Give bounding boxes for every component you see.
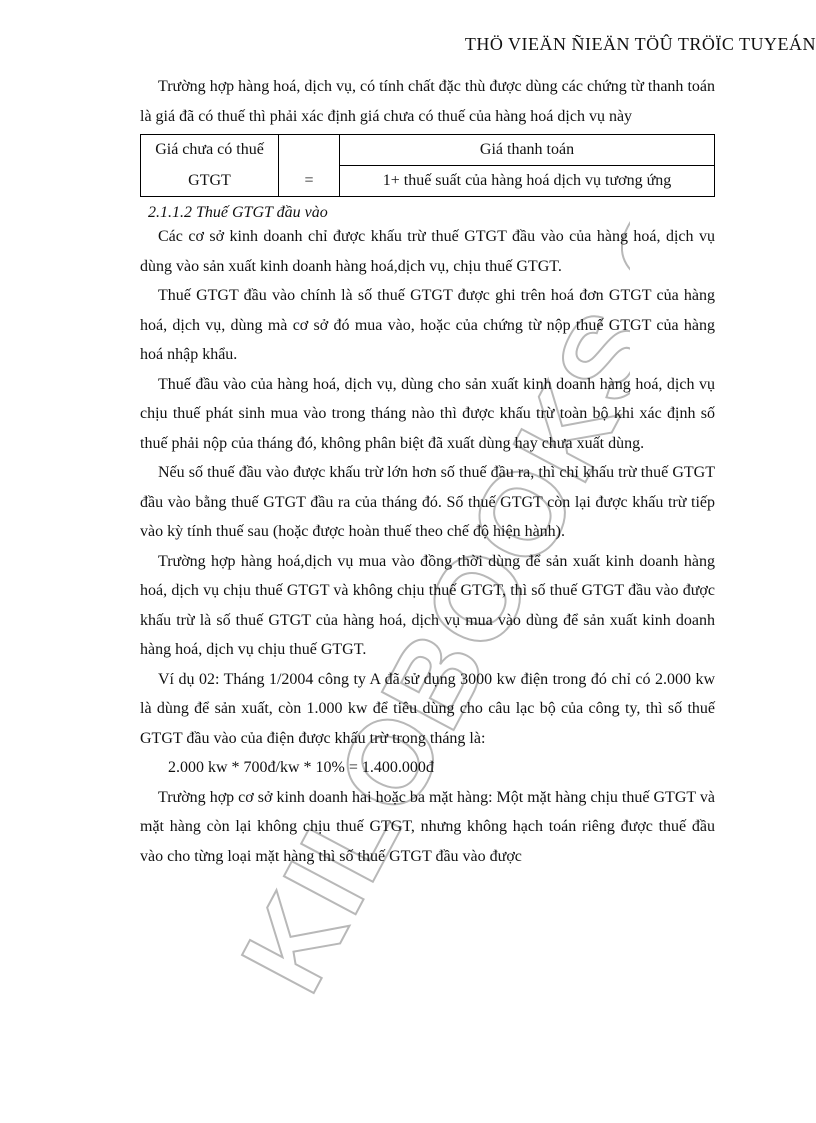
page-header: THÖ VIEÄN ÑIEÄN TÖÛ TRÖÏC TUYEÁN xyxy=(464,34,816,54)
formula-left-bottom: GTGT xyxy=(141,166,279,197)
formula-equals: = xyxy=(279,166,340,197)
watermark-text: KILOBOOKS.CO xyxy=(230,210,630,1013)
section-subheading: 2.1.1.2 Thuế GTGT đầu vào xyxy=(148,204,328,221)
formula-table xyxy=(140,134,715,204)
paragraph: Các cơ sở kinh doanh chỉ được khấu trừ thuế GTGT đầu vào của hàng hoá, dịch vụ dùng vào sản xuất kinh doanh hàng hoá,dịch vụ, chịu thuế GTGT. xyxy=(140,228,715,275)
paragraph: Nếu số thuế đầu vào được khấu trừ lớn hơn số thuế đầu ra, thì chỉ khấu trừ thuế GTGT đầu vào bằng thuế GTGT đầu ra của tháng đó. Số thuế GTGT còn lại được khấu trừ tiếp vào kỳ tính thuế sau (hoặc được hoàn thuế theo chế độ hiện hành). xyxy=(140,464,715,540)
example-calculation: 2.000 kw * 700đ/kw * 10% = 1.400.000đ xyxy=(168,759,434,776)
document-body xyxy=(140,72,715,871)
formula-denominator: 1+ thuế suất của hàng hoá dịch vụ tương ứng xyxy=(340,166,715,197)
paragraph: Trường hợp cơ sở kinh doanh hai hoặc ba mặt hàng: Một mặt hàng chịu thuế GTGT và mặt hàng còn lại không chịu thuế GTGT, nhưng không hạch toán riêng được thuế đầu vào cho từng loại mặt hàng thì số thuế GTGT đầu vào được xyxy=(140,788,715,865)
formula-numerator: Giá thanh toán xyxy=(340,135,715,166)
paragraph: Thuế đầu vào của hàng hoá, dịch vụ, dùng cho sản xuất kinh doanh hàng hoá, dịch vụ chịu thuế phát sinh mua vào trong tháng nào thì được khấu trừ toàn bộ khi xác định số thuế phải nộp của tháng đó, không phân biệt đã xuất dùng hay chưa xuất dùng. xyxy=(140,375,715,452)
paragraph: Trường hợp hàng hoá, dịch vụ, có tính chất đặc thù được dùng các chứng từ thanh toán là giá đã có thuế thì phải xác định giá chưa có thuế của hàng hoá dịch vụ này xyxy=(140,78,715,125)
paragraph: Trường hợp hàng hoá,dịch vụ mua vào đồng thời dùng để sản xuất kinh doanh hàng hoá, dịch vụ chịu thuế GTGT và không chịu thuế GTGT, thì số thuế GTGT đầu vào được khấu trừ là số thuế GTGT của hàng hoá, dịch vụ mua vào dùng để sản xuất kinh doanh hàng hoá, dịch vụ chịu thuế GTGT. xyxy=(140,552,715,658)
formula-eq-top xyxy=(279,135,340,166)
paragraph: Thuế GTGT đầu vào chính là số thuế GTGT được ghi trên hoá đơn GTGT của hàng hoá, dịch vụ, dùng mà cơ sở đó mua vào, hoặc của chứng từ nộp thuế GTGT của hàng hoá nhập khẩu. xyxy=(140,287,715,363)
formula-left-top: Giá chưa có thuế xyxy=(141,135,279,166)
paragraph: Ví dụ 02: Tháng 1/2004 công ty A đã sử dụng 3000 kw điện trong đó chỉ có 2.000 kw là dùng để sản xuất, còn 1.000 kw để tiêu dùng cho câu lạc bộ của công ty, thì số thuế GTGT đầu vào của điện được khấu trừ trong tháng là: xyxy=(140,670,715,747)
